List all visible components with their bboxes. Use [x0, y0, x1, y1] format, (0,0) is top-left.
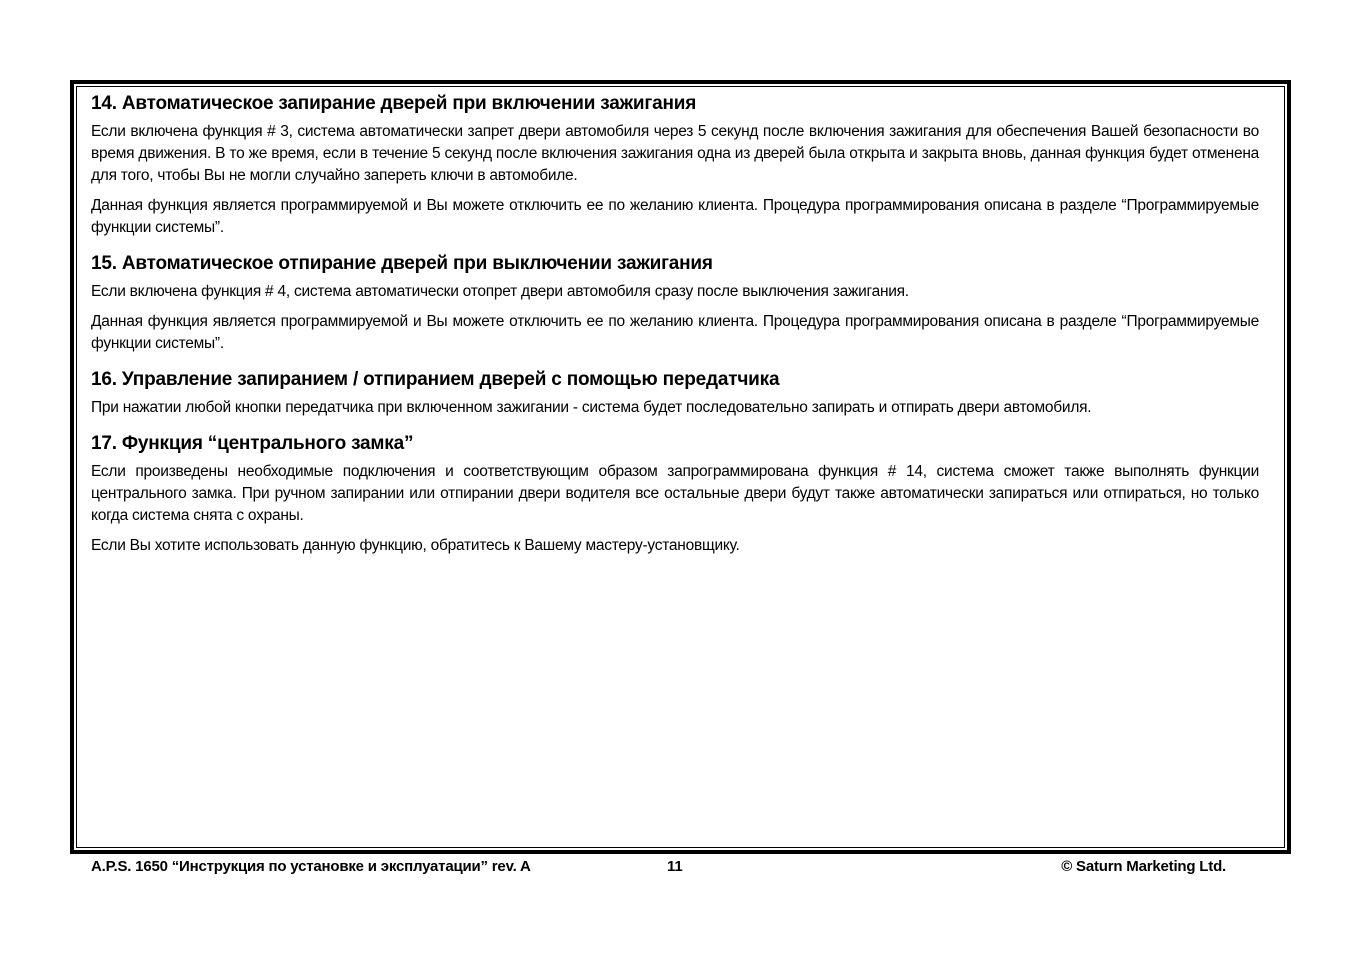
section-heading: 16. Управление запиранием / отпиранием дверей с помощью передатчика	[91, 369, 780, 390]
document-body	[91, 91, 1259, 565]
section-paragraph: Если Вы хотите использовать данную функцию, обратитесь к Вашему мастеру-установщику.	[91, 537, 740, 554]
page-footer	[91, 856, 1226, 878]
footer-copyright: © Saturn Marketing Ltd.	[1061, 858, 1226, 875]
section-paragraph: Если включена функция # 4, система автоматически отопрет двери автомобиля сразу после выключения зажигания.	[91, 283, 909, 300]
section-17	[91, 431, 1259, 557]
section-paragraph: При нажатии любой кнопки передатчика при включенном зажигании - система будет последовательно запирать и отпирать двери автомобиля.	[91, 399, 1092, 416]
footer-page-number: 11	[667, 858, 683, 875]
section-14	[91, 91, 1259, 239]
section-paragraph: Данная функция является программируемой и Вы можете отключить ее по желанию клиента. Процедура программирования описана в разделе “Программируемые функции системы”.	[91, 197, 1259, 236]
section-heading: 14. Автоматическое запирание дверей при включении зажигания	[91, 93, 697, 114]
section-heading: 17. Функция “центрального замка”	[91, 433, 414, 454]
footer-document-title: A.P.S. 1650 “Инструкция по установке и эксплуатации” rev. A	[91, 858, 531, 875]
section-15	[91, 251, 1259, 355]
section-paragraph: Если включена функция # 3, система автоматически запрет двери автомобиля через 5 секунд после включения зажигания для обеспечения Вашей безопасности во время движения. В то же время, если в течение 5 секунд после включения зажигания одна из дверей была открыта и закрыта вновь, данная функция будет отменена для того, чтобы Вы не могли случайно запереть ключи в автомобиле.	[91, 123, 1259, 184]
section-paragraph: Если произведены необходимые подключения и соответствующим образом запрограммирована функция # 14, система сможет также выполнять функции центрального замка. При ручном запирании или отпирании двери водителя все остальные двери будут также автоматически запираться или отпираться, но только когда система снята с охраны.	[91, 463, 1259, 524]
section-heading: 15. Автоматическое отпирание дверей при выключении зажигания	[91, 253, 713, 274]
section-16	[91, 367, 1259, 419]
section-paragraph: Данная функция является программируемой и Вы можете отключить ее по желанию клиента. Процедура программирования описана в разделе “Программируемые функции системы”.	[91, 313, 1259, 352]
